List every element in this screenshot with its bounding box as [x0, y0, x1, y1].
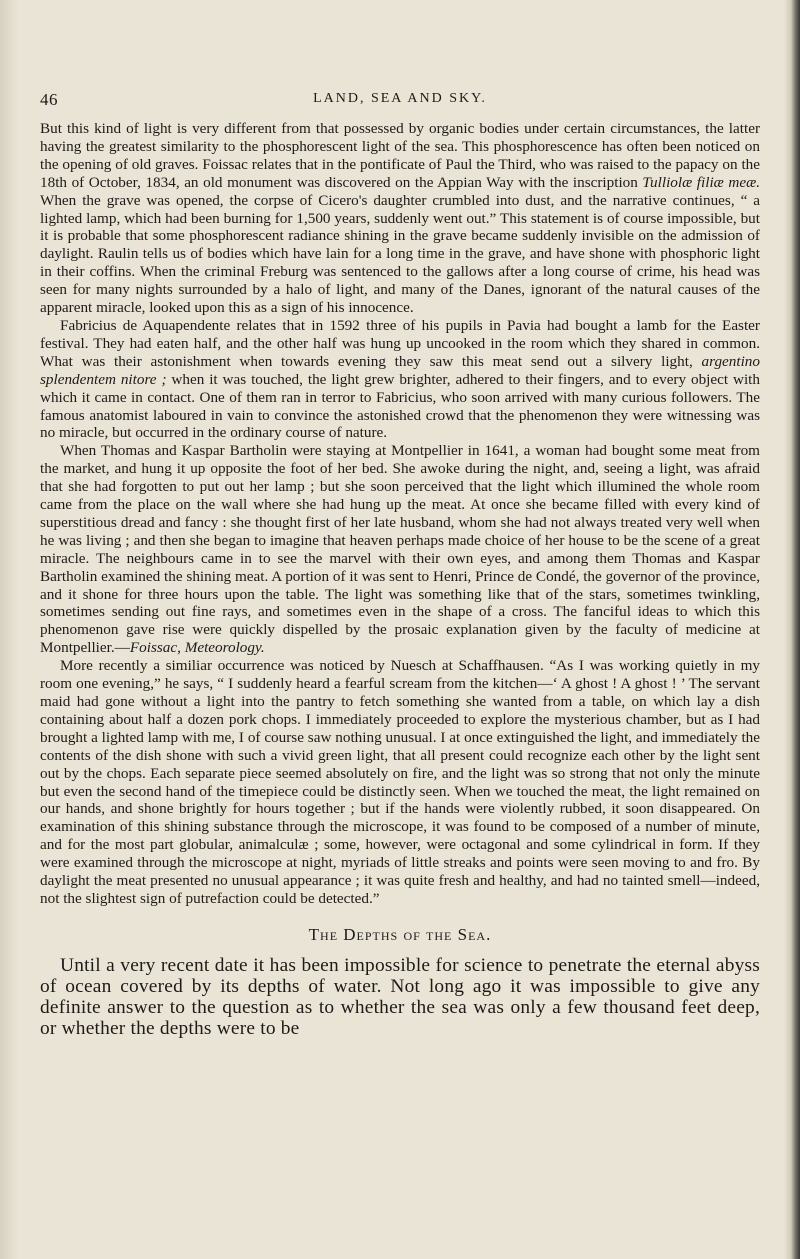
paragraph-text: Fabricius de Aquapendente relates that in 1592 three of his pupils in Pavia had bought a lamb for the Easter festival. They had eaten half, and the other half was hung up uncooked in the room which they shared in common. What was their astonishment when towards evening they saw this meat send out a silvery light,	[40, 316, 760, 370]
paragraph	[40, 120, 760, 317]
page-left-edge	[0, 0, 18, 1259]
section-heading: The Depths of the Sea.	[308, 924, 492, 944]
paragraph-text: when it was touched, the light grew brighter, adhered to their fingers, and to every object with which it came in contact. One of them ran in terror to Fabricius, who soon arrived with many curious followers. The famous anatomist laboured in vain to convince the astonished crowd that the phenomenon they were witnessing was no miracle, but occurred in the ordinary course of nature.	[40, 370, 761, 442]
page-number: 46	[40, 90, 58, 109]
section-paragraph: Until a very recent date it has been impossible for science to penetrate the eternal abyss of ocean covered by its depths of water. Not long ago it was impossible to give any definite answer to the question as to whether the sea was only a few thousand feet deep, or whether the depths were to be	[40, 954, 760, 1039]
page-header	[40, 90, 760, 114]
latin-phrase-italic: argentino splendentem nitore ;	[40, 352, 760, 388]
paragraph-text: When Thomas and Kaspar Bartholin were staying at Montpellier in 1641, a woman had bought some meat from the market, and hung it up opposite the foot of her bed. She awoke during the night, and, seeing a light, was afraid that she had forgotten to put out her lamp ; but she soon perceived that the light which illumined the whole room came from the place on the wall where she had hung up the meat. At once she became filled with every kind of superstitious dread and fancy : she thought first of her late husband, whom she had not always treated very well when he was living ; and then she began to imagine that heaven perhaps made choice of her house to be the scene of a great miracle. The neighbours came in to see the marvel with their own eyes, and among them Thomas and Kaspar Bartholin examined the shining meat. A portion of it was sent to Henri, Prince de Condé, the governor of the province, and it shone for three hours upon the table. The light was something like that of the stars, sometimes twinkling, sometimes sending out fine rays, and sometimes even in the shape of a cross. The fanciful ideas to which this phenomenon gave rise were quickly dispelled by the prosaic explanation given by the faculty of medicine at Montpellier.—	[40, 442, 760, 657]
running-head: LAND, SEA AND SKY.	[313, 91, 487, 106]
paragraph-text: When the grave was opened, the corpse of Cicero's daughter crumbled into dust, and the narrative continues, “ a lighted lamp, which had been burning for 1,500 years, suddenly went out.” This statement is of course impossible, but it is probable that some phosphorescent radiance shining in the grave became suddenly invisible on the admission of daylight. Raulin tells us of bodies which have lain for a long time in the grave, and have shone with phosphoric light in their coffins. When the criminal Freburg was sentenced to the gallows after a long course of crime, his head was seen for many nights surrounded by a halo of light, and many of the Danes, ignorant of the natural causes of the apparent miracle, looked upon this as a sign of his innocence.	[40, 191, 760, 317]
paragraph-text: More recently a similiar occurrence was noticed by Nuesch at Schaffhausen. “As I was working quietly in my room one evening,” he says, “ I suddenly heard a fearful scream from the kitchen—‘ A ghost ! A ghost ! ’ The servant maid had gone without a light into the pantry to fetch something she wanted from a table, on which lay a dish containing about half a dozen pork chops. I immediately proceeded to explore the mysterious chamber, but as I had brought a lighted lamp with me, I of course saw nothing unusual. I at once extinguished the light, and immediately the contents of the dish shone with such a vivid green light, that all present could recognize each other by the light sent out by the chops. Each separate piece seemed absolutely on fire, and the light was so strong that not only the minute but even the second hand of the timepiece could be distinctly seen. When we touched the meat, the light remained on our hands, and shone brightly for hours together ; but if the hands were violently rubbed, it soon disappeared. On examination of this shining substance through the microscope, it was found to be composed of a number of minute, and for the most part globular, animalculæ ; some, however, were octagonal and some cylindrical in form. If they were examined through the microscope at night, myriads of little streaks and points were seen moving to and fro. By daylight the meat presented no unusual appearance ; it was quite fresh and healthy, and had no tainted smell—indeed, not the slightest sign of putrefaction could be detected.”	[40, 657, 760, 907]
paragraph-text: But this kind of light is very different from that possessed by organic bodies under certain circumstances, the latter having the greatest similarity to the phosphorescent light of the sea. This phosphorescence has often been noticed on the opening of old graves. Foissac relates that in the pontificate of Paul the Third, who was raised to the papacy on the 18th of October, 1834, an old monument was discovered on the Appian Way with the inscription	[40, 120, 760, 191]
paragraph	[40, 657, 760, 908]
paragraph	[40, 317, 760, 442]
page-body	[40, 120, 760, 1039]
page-right-edge	[784, 0, 800, 1259]
citation-italic: Foissac, Meteorology.	[129, 639, 265, 657]
paragraph	[40, 442, 760, 657]
inscription-italic: Tulliolæ filiæ meæ.	[642, 173, 761, 191]
